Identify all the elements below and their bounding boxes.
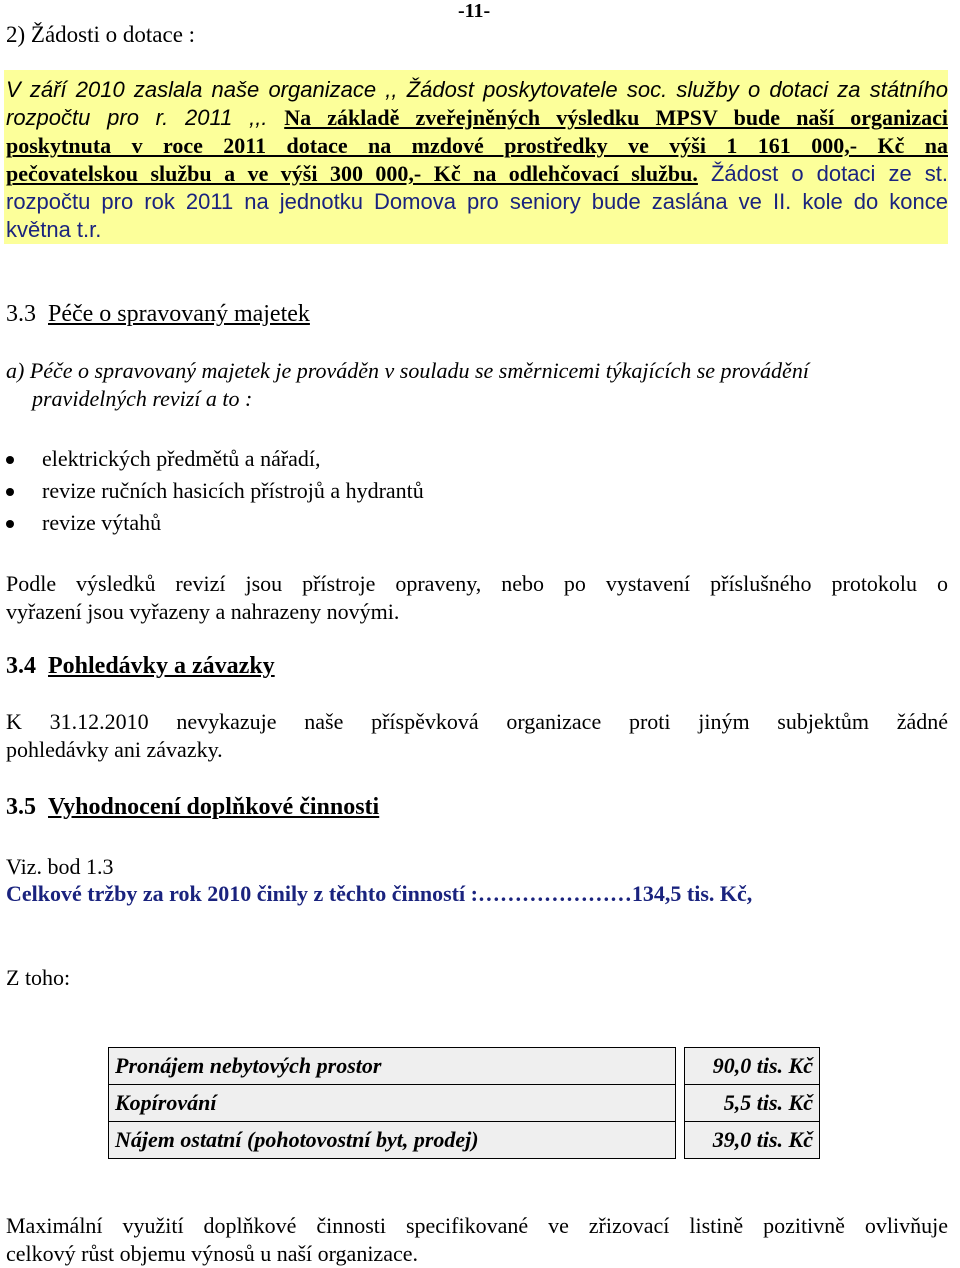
highlight-line-4 bbox=[6, 160, 948, 188]
section-3-5-title: Vyhodnocení doplňkové činnosti bbox=[48, 794, 380, 820]
list-item-text: elektrických předmětů a nářadí, bbox=[42, 446, 321, 471]
highlight-line-1: V září 2010 zaslala naše organizace ,, Žádost poskytovatele soc. služby o dotaci za státního bbox=[6, 77, 948, 102]
highlight-line-6: května t.r. bbox=[6, 217, 102, 242]
table-cell-name: Pronájem nebytových prostor bbox=[109, 1048, 676, 1085]
bullet-icon bbox=[6, 456, 14, 464]
paragraph-k-line-1: K 31.12.2010 nevykazuje naše příspěvková organizace proti jiným subjektům žádné bbox=[6, 709, 948, 734]
highlight-line-3: poskytnuta v roce 2011 dotace na mzdové prostředky ve výši 1 161 000,- Kč na bbox=[6, 133, 948, 158]
table-row bbox=[109, 1048, 820, 1085]
paragraph-max-line-2: celkový růst objemu výnosů u naší organizace. bbox=[6, 1241, 418, 1266]
table-cell-value: 39,0 tis. Kč bbox=[685, 1122, 820, 1159]
section-3-3-number: 3.3 bbox=[6, 301, 36, 327]
highlight-line-4-bold: pečovatelskou službu a ve výši 300 000,- Kč na odlehčovací službu. bbox=[6, 161, 698, 186]
section-3-4-title: Pohledávky a závazky bbox=[48, 653, 275, 679]
z-toho-label: Z toho: bbox=[6, 965, 71, 990]
list-item-text: revize výtahů bbox=[42, 510, 162, 535]
section2-heading: 2) Žádosti o dotace : bbox=[6, 22, 196, 47]
highlight-line-2-prefix: rozpočtu pro r. 2011 ,,. bbox=[6, 105, 285, 130]
paragraph-podle bbox=[6, 570, 948, 626]
bullet-icon bbox=[6, 488, 14, 496]
table-cell-value: 90,0 tis. Kč bbox=[685, 1048, 820, 1085]
list-item bbox=[6, 510, 606, 538]
table-row bbox=[109, 1085, 820, 1122]
highlight-line-5: rozpočtu pro rok 2011 na jednotku Domova pro seniory bude zaslána ve II. kole do konce bbox=[6, 189, 948, 214]
bullet-icon bbox=[6, 520, 14, 528]
highlight-line-2 bbox=[6, 104, 948, 132]
page-number: -11- bbox=[458, 0, 491, 22]
paragraph-podle-line-1: Podle výsledků revizí jsou přístroje opraveny, nebo po vystavení příslušného protokolu o bbox=[6, 571, 948, 596]
paragraph-max bbox=[6, 1212, 948, 1268]
section-3-3-title: Péče o spravovaný majetek bbox=[48, 301, 310, 327]
paragraph-a-line-2: pravidelných revizí a to : bbox=[32, 386, 253, 411]
table-row bbox=[109, 1122, 820, 1159]
highlight-line-2-bold: Na základě zveřejněných výsledku MPSV bude naší organizaci bbox=[284, 105, 948, 130]
section-3-4-number: 3.4 bbox=[6, 653, 36, 679]
paragraph-max-line-1: Maximální využití doplňkové činnosti specifikované ve zřizovací listině pozitivně ovlivňuje bbox=[6, 1213, 948, 1238]
section-3-5-heading bbox=[6, 793, 379, 821]
table-cell-name: Nájem ostatní (pohotovostní byt, prodej) bbox=[109, 1122, 676, 1159]
table-gap bbox=[676, 1085, 685, 1122]
paragraph-podle-line-2: vyřazení jsou vyřazeny a nahrazeny novými. bbox=[6, 599, 400, 624]
paragraph-a bbox=[6, 357, 946, 413]
revenue-table bbox=[108, 1047, 820, 1159]
viz-reference: Viz. bod 1.3 bbox=[6, 854, 114, 879]
section-3-3-heading bbox=[6, 300, 310, 328]
section-3-4-heading bbox=[6, 652, 275, 680]
paragraph-k-line-2: pohledávky ani závazky. bbox=[6, 737, 223, 762]
table-gap bbox=[676, 1122, 685, 1159]
highlight-line-4-rest: Žádost o dotaci ze st. bbox=[697, 161, 948, 186]
table-cell-name: Kopírování bbox=[109, 1085, 676, 1122]
table-cell-value: 5,5 tis. Kč bbox=[685, 1085, 820, 1122]
section-3-5-number: 3.5 bbox=[6, 794, 36, 820]
paragraph-k bbox=[6, 708, 948, 764]
list-item bbox=[6, 478, 606, 506]
list-item-text: revize ručních hasicích přístrojů a hydrantů bbox=[42, 478, 424, 503]
total-revenue-line: Celkové tržby za rok 2010 činily z těchto činností :…………………134,5 tis. Kč, bbox=[6, 881, 753, 906]
list-item bbox=[6, 446, 606, 474]
table-gap bbox=[676, 1048, 685, 1085]
paragraph-a-line-1: a) Péče o spravovaný majetek je prováděn v souladu se směrnicemi týkajících se provádění bbox=[6, 358, 809, 383]
